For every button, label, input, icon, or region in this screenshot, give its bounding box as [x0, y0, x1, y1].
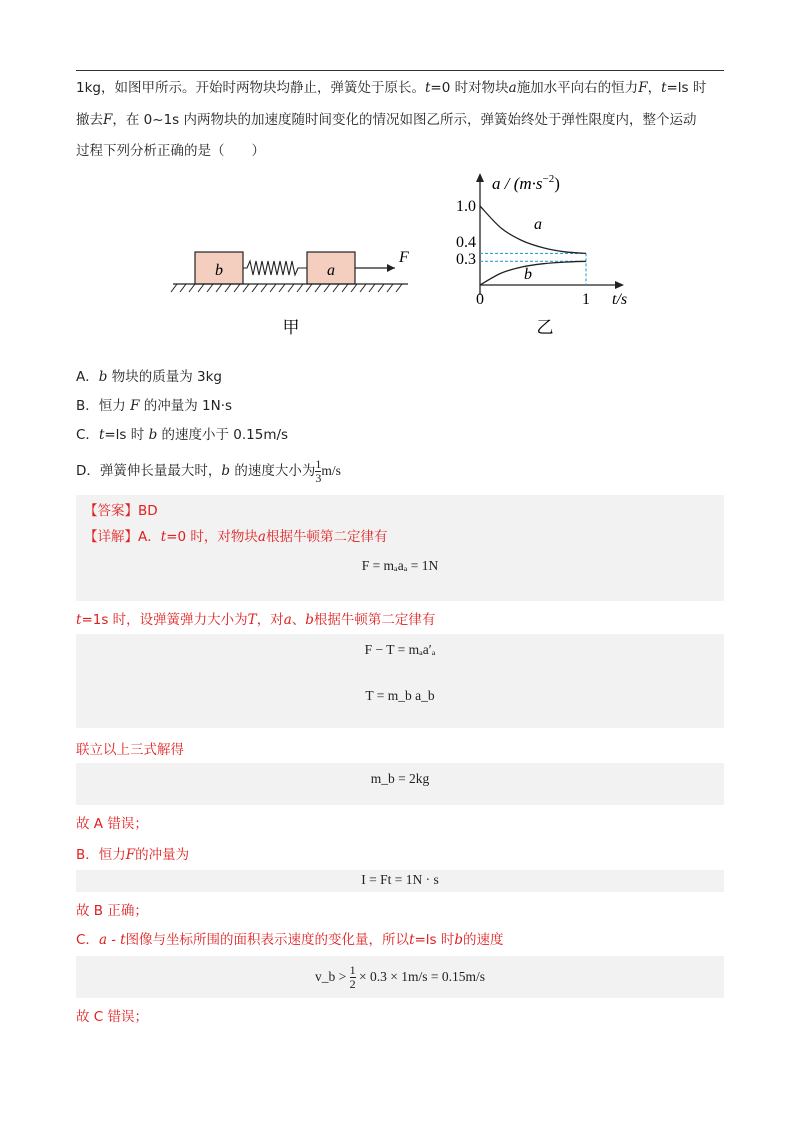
option-a[interactable] — [76, 367, 222, 387]
equation-box-5 — [76, 956, 724, 998]
tick-label-1.0: 1.0 — [456, 198, 476, 215]
curve-b — [480, 261, 586, 285]
var-t: t — [424, 80, 431, 96]
var-b: b — [148, 427, 158, 443]
equation-box-3 — [76, 763, 724, 805]
detail-t1-intro — [76, 610, 435, 630]
fraction-one-half — [350, 964, 356, 991]
var-F: F — [130, 398, 140, 414]
detail-text: =ls 时 — [414, 932, 455, 948]
var-T: T — [247, 612, 257, 628]
block-a-label: a — [327, 262, 335, 279]
detail-text: ，对 — [256, 612, 284, 628]
var-t: t — [661, 80, 667, 96]
option-label: B．恒力 — [76, 398, 131, 414]
var-a-t: a - t — [98, 932, 126, 948]
equation-2: F − T = mₐa′ₐ — [364, 642, 436, 657]
detail-text: B．恒力 — [76, 847, 126, 863]
tick-label-1: 1 — [582, 291, 590, 308]
option-text: 的速度大小为 — [230, 463, 316, 479]
var-b: b — [98, 369, 108, 385]
question-text: ，在 0~1s 内两物块的加速度随时间变化的情况如图乙所示，弹簧始终处于弹性限度内，整个运动 — [112, 112, 697, 128]
option-text: 物块的质量为 3kg — [107, 369, 222, 385]
answer-line — [84, 501, 158, 521]
block-b-label: b — [215, 262, 223, 279]
question-text: 1kg，如图甲所示。开始时两物块均静止，弹簧处于原长。 — [76, 80, 425, 96]
question-text: 撤去 — [76, 112, 103, 128]
option-label: C． — [76, 427, 99, 443]
equation-5: I = Ft = 1N · s — [361, 872, 439, 887]
tick-label-0.3: 0.3 — [456, 251, 476, 268]
var-t: t — [409, 932, 415, 948]
detail-label: 【详解】 — [84, 529, 138, 545]
detail-text: 根据牛顿第二定律有 — [313, 612, 436, 628]
detail-c-intro — [76, 930, 504, 950]
question-text: =0 时对物块 — [430, 80, 509, 96]
tick-label-0.4: 0.4 — [456, 234, 476, 251]
unit: m/s — [321, 463, 341, 478]
force-arrow-head — [387, 264, 395, 272]
equation-6 — [76, 962, 724, 992]
b-conclusion: 故 B 正确； — [76, 903, 148, 919]
option-text: 的冲量为 1N·s — [139, 398, 233, 414]
var-t: t — [160, 529, 167, 545]
detail-text: 、 — [291, 612, 306, 628]
a-conclusion: 故 A 错误； — [76, 816, 148, 832]
question-line-3: 过程下列分析正确的是（ ） — [76, 143, 265, 159]
curve-a — [480, 206, 586, 253]
denominator: 3 — [315, 470, 322, 485]
equation-box-2 — [76, 634, 724, 728]
option-c[interactable] — [76, 425, 288, 445]
equation-box-4 — [76, 870, 724, 892]
var-a: a — [257, 529, 266, 545]
y-axis-arrow — [476, 173, 484, 182]
curve-a-label: a — [534, 216, 542, 233]
figure-jia-caption: 甲 — [282, 318, 300, 338]
detail-text: 的冲量为 — [135, 847, 190, 863]
top-rule — [76, 70, 724, 71]
var-b: b — [221, 463, 231, 479]
var-F: F — [638, 80, 648, 96]
var-F: F — [125, 847, 136, 863]
detail-text: =0 时，对物块 — [166, 529, 258, 545]
spring — [243, 261, 307, 275]
eq-lhs: v_b > — [315, 969, 347, 984]
denominator: 2 — [349, 977, 356, 992]
figure-yi-caption: 乙 — [536, 318, 554, 338]
var-b: b — [305, 612, 314, 628]
numerator: 1 — [315, 456, 322, 471]
ground-hatch — [171, 284, 402, 292]
y-axis-label: $a / (m\cdot s^{-2})$ — [492, 173, 560, 193]
question-text: 施加水平向右的恒力 — [516, 80, 639, 96]
question-line-2 — [76, 110, 696, 130]
x-axis-arrow — [615, 281, 624, 289]
question-text: =ls 时 — [666, 80, 707, 96]
var-t: t — [76, 612, 82, 628]
detail-a-intro — [84, 527, 387, 547]
tick-label-0: 0 — [476, 291, 484, 308]
option-label: D．弹簧伸长量最大时， — [76, 463, 222, 479]
detail-text: 图像与坐标所围的面积表示速度的变化量，所以 — [125, 932, 410, 948]
option-d[interactable] — [76, 456, 341, 486]
detail-text: 根据牛顿第二定律有 — [265, 529, 388, 545]
option-text: =ls 时 — [104, 427, 149, 443]
force-label: F — [399, 249, 409, 266]
answer-label: 【答案】 — [84, 503, 138, 519]
figure-jia — [165, 240, 415, 340]
answer-value: BD — [138, 503, 158, 519]
var-t: t — [98, 427, 105, 443]
var-a: a — [283, 612, 292, 628]
question-line-1 — [76, 78, 706, 98]
detail-text: C． — [76, 932, 99, 948]
option-b[interactable] — [76, 396, 232, 416]
c-conclusion: 故 C 错误； — [76, 1009, 149, 1025]
detail-text: A． — [138, 529, 161, 545]
figure-yi — [440, 165, 660, 340]
detail-b-intro — [76, 845, 189, 865]
option-text: 的速度小于 0.15m/s — [157, 427, 289, 443]
var-a: a — [508, 80, 517, 96]
question-text: ， — [647, 80, 662, 96]
numerator: 1 — [349, 963, 356, 978]
eq-rhs: × 0.3 × 1m/s = 0.15m/s — [359, 969, 485, 984]
option-label: A． — [76, 369, 99, 385]
var-b: b — [454, 932, 464, 948]
x-axis-label: t/s — [612, 291, 628, 308]
solve-line: 联立以上三式解得 — [76, 742, 184, 758]
detail-text: 的速度 — [463, 932, 504, 948]
detail-text: =1s 时，设弹簧弹力大小为 — [81, 612, 248, 628]
var-F: F — [103, 112, 113, 128]
curve-b-label: b — [524, 266, 532, 283]
equation-1: F = mₐaₐ = 1N — [361, 558, 439, 573]
equation-3: T = m_b a_b — [365, 688, 435, 703]
answer-box — [76, 495, 724, 601]
equation-4: m_b = 2kg — [370, 771, 430, 786]
